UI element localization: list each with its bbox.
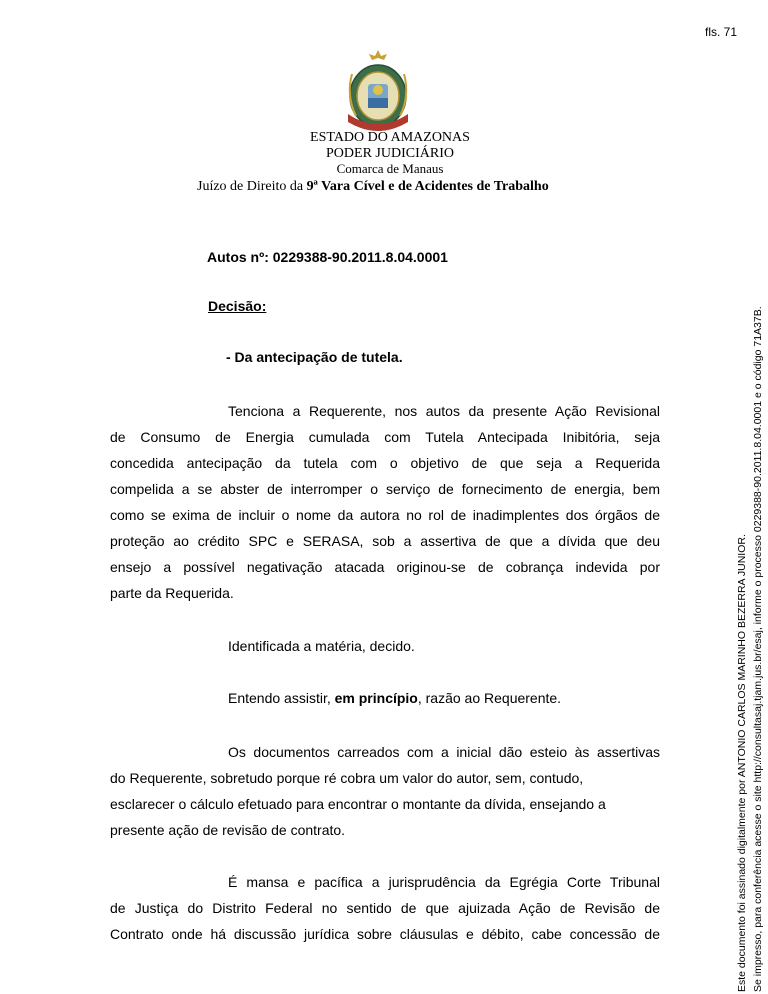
- paragraph-line: do Requerente, sobretudo porque ré cobra um valor do autor, sem, contudo,: [110, 770, 584, 786]
- paragraph-line: ensejo a possível negativação atacada originou-se de cobrança indevida por: [110, 559, 660, 575]
- digital-signature-notice: Este documento foi assinado digitalmente por ANTONIO CARLOS MARINHO BEZERRA JUNIOR.: [736, 534, 748, 992]
- paragraph-line: de Consumo de Energia cumulada com Tutela Antecipada Inibitória, seja: [110, 429, 660, 445]
- paragraph-line: Tenciona a Requerente, nos autos da presente Ação Revisional: [228, 403, 660, 419]
- paragraph-line: É mansa e pacífica a jurisprudência da Egrégia Corte Tribunal: [228, 874, 660, 890]
- paragraph-line: como se exima de incluir o nome da autora no rol de inadimplentes dos órgãos de: [110, 507, 660, 523]
- text-run: Entendo assistir,: [228, 690, 335, 706]
- header-court: [197, 179, 549, 195]
- paragraph-line: [228, 689, 561, 707]
- case-number: Autos nº: 0229388-90.2011.8.04.0001: [207, 249, 448, 265]
- text-run: , razão ao Requerente.: [417, 690, 562, 706]
- paragraph-line: proteção ao crédito SPC e SERASA, sob a assertiva de que a dívida que deu: [110, 533, 660, 549]
- header-court-prefix: Juízo de Direito da: [197, 179, 307, 194]
- paragraph-line: concedida antecipação da tutela com o objetivo de que seja a Requerida: [110, 455, 660, 471]
- paragraph-line: parte da Requerida.: [110, 585, 234, 601]
- paragraph-line: compelida a se abster de interromper o serviço de fornecimento de energia, bem: [110, 481, 660, 497]
- coat-of-arms-seal: [340, 48, 416, 134]
- page-number: fls. 71: [705, 25, 738, 39]
- verification-notice: Se impresso, para conferência acesse o site http://consultasaj.tjam.jus.br/esaj, informe o processo 0229388-90.2011.8.04.0001 e o código 71A37B.: [752, 306, 764, 992]
- header-state: ESTADO DO AMAZONAS: [310, 130, 470, 145]
- header-judiciary: PODER JUDICIÁRIO: [326, 146, 454, 161]
- paragraph-line: presente ação de revisão de contrato.: [110, 822, 346, 838]
- paragraph-line: Os documentos carreados com a inicial dão esteio às assertivas: [228, 744, 660, 760]
- paragraph-line: esclarecer o cálculo efetuado para encontrar o montante da dívida, ensejando a: [110, 796, 606, 812]
- decision-heading: Decisão:: [208, 298, 267, 314]
- paragraph-line: de Justiça do Distrito Federal no sentido de que ajuizada Ação de Revisão de: [110, 900, 660, 916]
- paragraph-line: Contrato onde há discussão jurídica sobre cláusulas e débito, cabe concessão de: [110, 926, 660, 942]
- section-subtitle: - Da antecipação de tutela.: [226, 349, 403, 365]
- emphasis-text: em princípio: [334, 690, 418, 706]
- paragraph-line: Identificada a matéria, decido.: [228, 638, 415, 654]
- header-court-name: 9ª Vara Cível e de Acidentes de Trabalho: [306, 179, 549, 194]
- header-district: Comarca de Manaus: [336, 161, 444, 176]
